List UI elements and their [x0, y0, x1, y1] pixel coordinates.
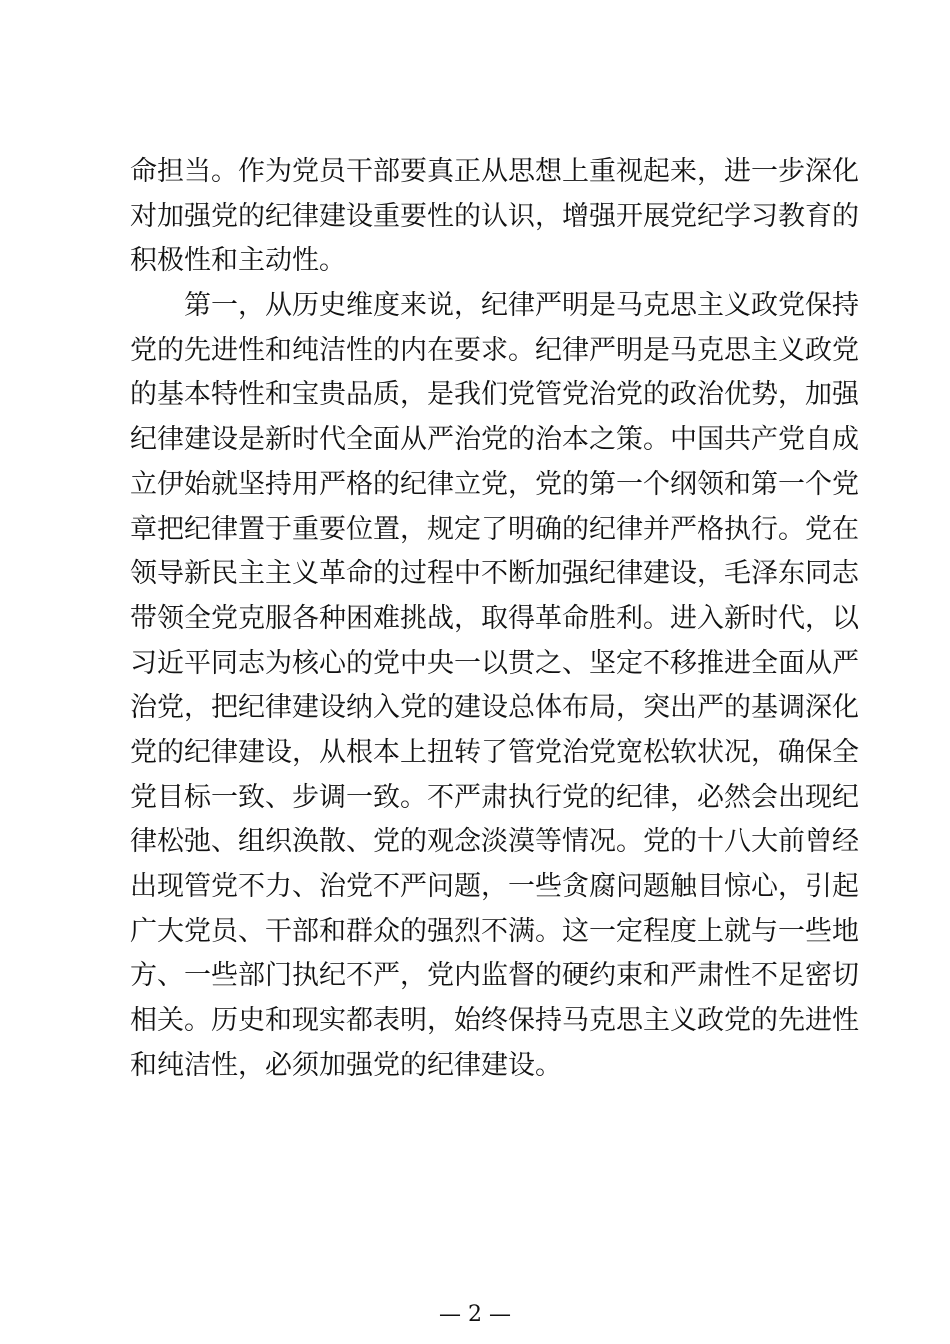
page-number: — 2 —	[439, 1302, 511, 1327]
text-line: 章把纪律置于重要位置，规定了明确的纪律并严格执行。党在	[130, 513, 859, 545]
text-line: 党目标一致、步调一致。不严肃执行党的纪律，必然会出现纪	[130, 781, 859, 813]
text-line: 治党，把纪律建设纳入党的建设总体布局，突出严的基调深化	[130, 692, 859, 724]
text-line: 党的先进性和纯洁性的内在要求。纪律严明是马克思主义政党	[130, 334, 859, 366]
text-line: 广大党员、干部和群众的强烈不满。这一定程度上就与一些地	[130, 915, 859, 947]
text-line: 出现管党不力、治党不严问题，一些贪腐问题触目惊心，引起	[130, 871, 859, 902]
paragraph-1	[130, 150, 859, 284]
text-line: 积极性和主动性。	[130, 245, 346, 277]
text-line: 的基本特性和宝贵品质，是我们党管党治党的政治优势，加强	[130, 379, 859, 411]
text-line: 律松弛、组织涣散、党的观念淡漠等情况。党的十八大前曾经	[130, 826, 859, 858]
paragraph-2	[130, 284, 859, 1088]
text-line: 方、一些部门执纪不严，党内监督的硬约束和严肃性不足密切	[130, 960, 859, 992]
body-text	[130, 150, 859, 1088]
text-line: 对加强党的纪律建设重要性的认识，增强开展党纪学习教育的	[130, 200, 859, 232]
text-line: 命担当。作为党员干部要真正从思想上重视起来，进一步深化	[130, 156, 859, 187]
text-line: 纪律建设是新时代全面从严治党的治本之策。中国共产党自成	[130, 424, 859, 456]
text-line: 带领全党克服各种困难挑战，取得革命胜利。进入新时代，以	[130, 602, 859, 634]
text-line: 党的纪律建设，从根本上扭转了管党治党宽松软状况，确保全	[130, 736, 859, 768]
text-line: 和纯洁性，必须加强党的纪律建设。	[130, 1049, 562, 1081]
text-line: 第一，从历史维度来说，纪律严明是马克思主义政党保持	[184, 290, 859, 322]
text-line: 领导新民主主义革命的过程中不断加强纪律建设，毛泽东同志	[130, 558, 859, 590]
text-line: 相关。历史和现实都表明，始终保持马克思主义政党的先进性	[130, 1005, 859, 1037]
text-line: 立伊始就坚持用严格的纪律立党，党的第一个纲领和第一个党	[130, 468, 859, 500]
text-line: 习近平同志为核心的党中央一以贯之、坚定不移推进全面从严	[130, 647, 859, 679]
